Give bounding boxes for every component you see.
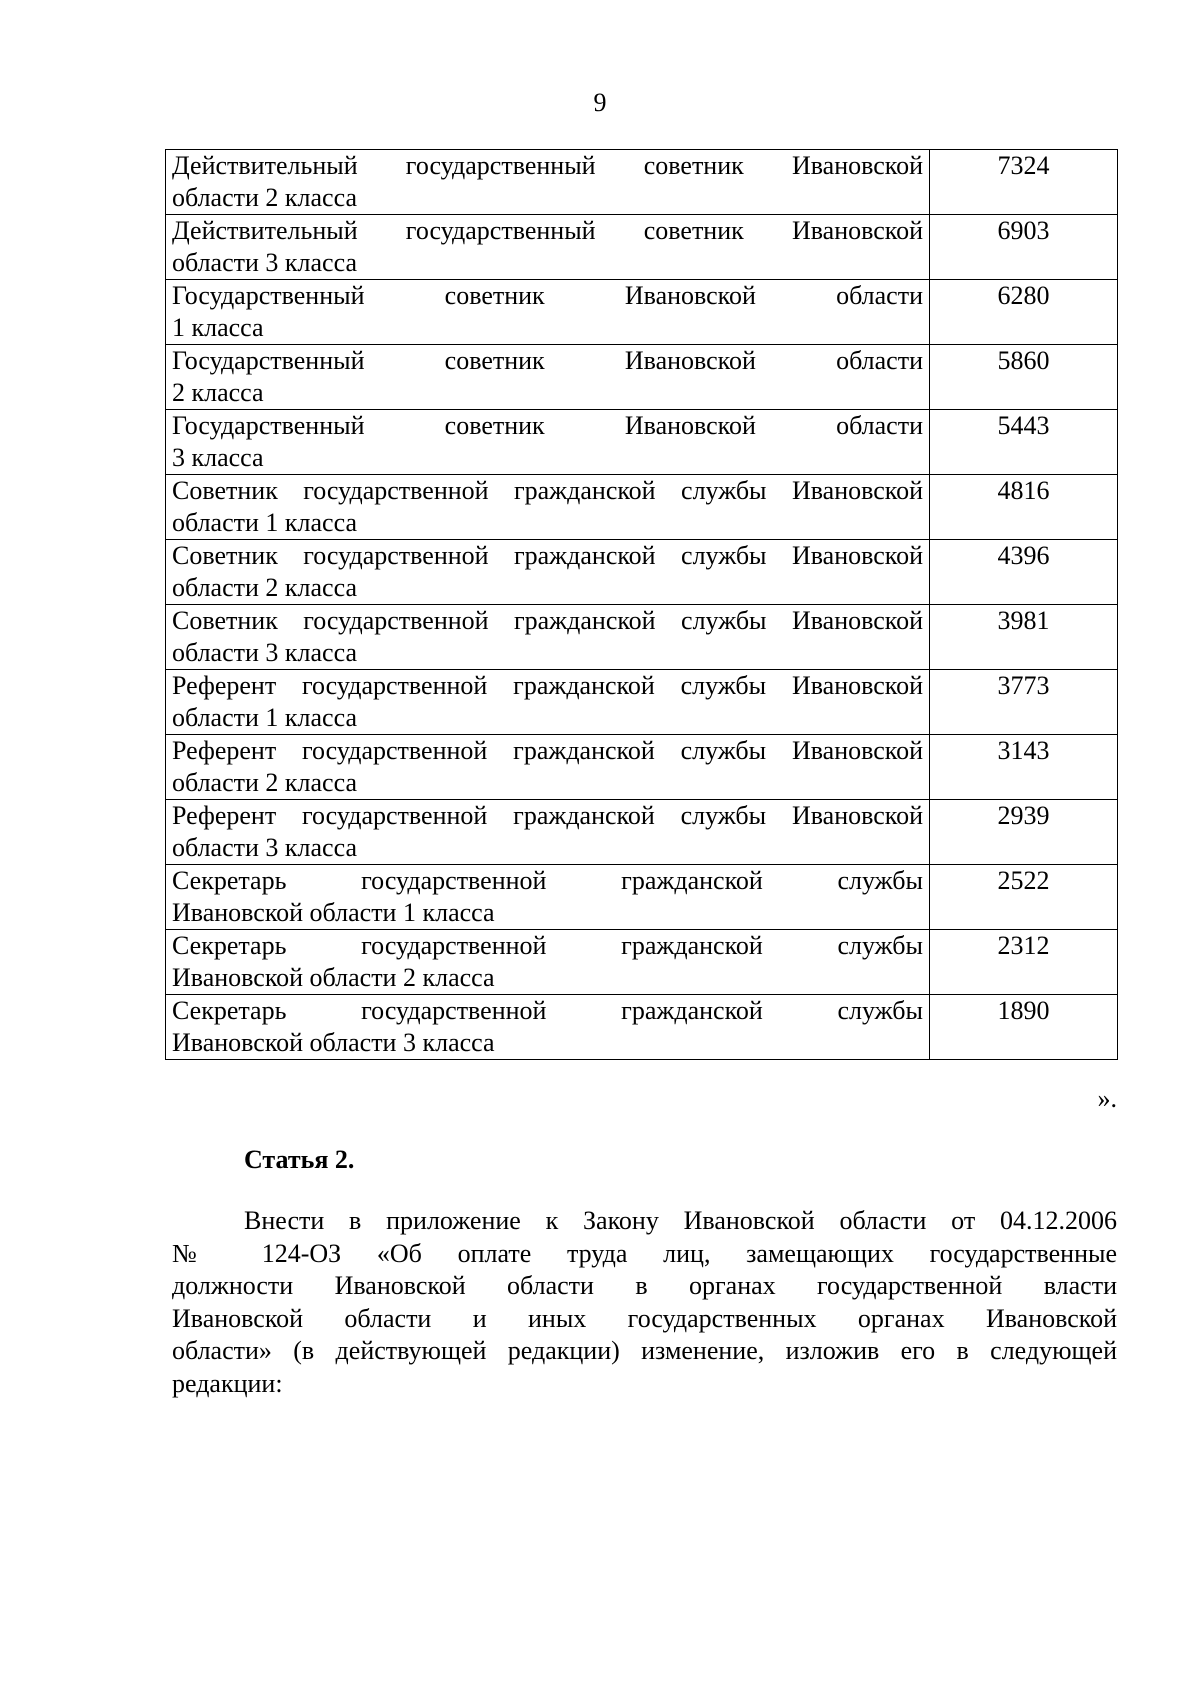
table-row (166, 865, 1118, 930)
salary-value-cell: 3773 (930, 670, 1118, 735)
rank-name-line: области 2 класса (172, 768, 357, 797)
rank-name-line: Ивановской области 3 класса (172, 1028, 495, 1057)
rank-name-line: Советник государственной гражданской службы Ивановской (172, 476, 923, 505)
rank-name-line: области 2 класса (172, 573, 357, 602)
closing-quote: ». (1097, 1084, 1117, 1113)
rank-name-line: области 3 класса (172, 833, 357, 862)
salary-value-cell: 2312 (930, 930, 1118, 995)
rank-name-cell (166, 475, 930, 540)
table-row (166, 475, 1118, 540)
class-rank-salary-table (165, 149, 1118, 1060)
table-row (166, 215, 1118, 280)
article-body-line: № 124-ОЗ «Об оплате труда лиц, замещающих государственные (172, 1238, 1117, 1268)
salary-value-cell: 5443 (930, 410, 1118, 475)
rank-name-line: Референт государственной гражданской службы Ивановской (172, 801, 923, 830)
salary-value-cell: 4816 (930, 475, 1118, 540)
table-body (166, 150, 1118, 1060)
rank-name-cell (166, 280, 930, 345)
rank-name-line: области 1 класса (172, 508, 357, 537)
rank-name-line: области 2 класса (172, 183, 357, 212)
table-row (166, 540, 1118, 605)
salary-value-cell: 4396 (930, 540, 1118, 605)
article-heading: Статья 2. (244, 1145, 355, 1174)
rank-name-line: Ивановской области 2 класса (172, 963, 495, 992)
rank-name-line: Действительный государственный советник Ивановской (172, 151, 923, 180)
rank-name-line: Советник государственной гражданской службы Ивановской (172, 606, 923, 635)
rank-name-line: Референт государственной гражданской службы Ивановской (172, 671, 923, 700)
rank-name-cell (166, 540, 930, 605)
rank-name-cell (166, 410, 930, 475)
salary-value-cell: 3143 (930, 735, 1118, 800)
table-row (166, 345, 1118, 410)
table-row (166, 605, 1118, 670)
table-row (166, 150, 1118, 215)
rank-name-line: Секретарь государственной гражданской службы (172, 931, 923, 960)
rank-name-line: Государственный советник Ивановской области (172, 346, 923, 375)
rank-name-cell (166, 735, 930, 800)
salary-value-cell: 3981 (930, 605, 1118, 670)
rank-name-line: 3 класса (172, 443, 264, 472)
rank-name-line: Секретарь государственной гражданской службы (172, 996, 923, 1025)
rank-name-cell (166, 605, 930, 670)
rank-name-line: области 3 класса (172, 638, 357, 667)
rank-name-cell (166, 670, 930, 735)
rank-name-line: 2 класса (172, 378, 264, 407)
rank-name-line: области 1 класса (172, 703, 357, 732)
table-row (166, 930, 1118, 995)
rank-name-line: Советник государственной гражданской службы Ивановской (172, 541, 923, 570)
rank-name-cell (166, 865, 930, 930)
page-number: 9 (593, 88, 607, 117)
table-row (166, 995, 1118, 1060)
rank-name-line: области 3 класса (172, 248, 357, 277)
rank-name-line: Государственный советник Ивановской области (172, 411, 923, 440)
article-body-line: области» (в действующей редакции) изменение, изложив его в следующей (172, 1336, 1117, 1365)
rank-name-line: Секретарь государственной гражданской службы (172, 866, 923, 895)
salary-value-cell: 6903 (930, 215, 1118, 280)
rank-name-cell (166, 930, 930, 995)
table-row (166, 800, 1118, 865)
rank-name-line: 1 класса (172, 313, 264, 342)
rank-name-line: Государственный советник Ивановской области (172, 281, 923, 310)
article-body-line: редакции: (172, 1368, 283, 1398)
salary-value-cell: 2522 (930, 865, 1118, 930)
article-body-line: Ивановской области и иных государственных органах Ивановской (172, 1303, 1117, 1333)
article-body-line: должности Ивановской области в органах государственной власти (172, 1271, 1117, 1300)
rank-name-line: Референт государственной гражданской службы Ивановской (172, 736, 923, 765)
rank-name-cell (166, 345, 930, 410)
article-body-line: Внести в приложение к Закону Ивановской области от 04.12.2006 (244, 1206, 1117, 1235)
salary-value-cell: 6280 (930, 280, 1118, 345)
rank-name-line: Ивановской области 1 класса (172, 898, 495, 927)
article-body (172, 1205, 1117, 1400)
table-row (166, 735, 1118, 800)
rank-name-cell (166, 800, 930, 865)
rank-name-cell (166, 995, 930, 1060)
salary-value-cell: 5860 (930, 345, 1118, 410)
rank-name-cell (166, 150, 930, 215)
table-row (166, 670, 1118, 735)
table-row (166, 280, 1118, 345)
table-row (166, 410, 1118, 475)
salary-value-cell: 7324 (930, 150, 1118, 215)
salary-value-cell: 2939 (930, 800, 1118, 865)
rank-name-line: Действительный государственный советник Ивановской (172, 216, 923, 245)
rank-name-cell (166, 215, 930, 280)
salary-value-cell: 1890 (930, 995, 1118, 1060)
